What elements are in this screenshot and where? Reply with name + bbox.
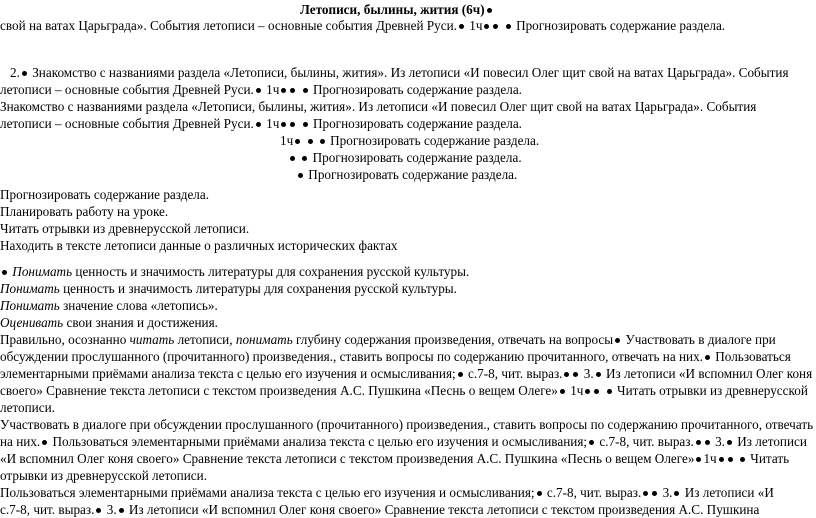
doc-line: свой на ватах Царьграда». События летописи – основные события Древней Руси. 1ч Прогнозировать содержание раздела. (0, 18, 726, 33)
doc-line: с.7-8, чит. выраз. 3. Из летописи «И вспомнил Олег коня своего» Сравнение текста летописи с текстом произведения А.С. Пушкина (0, 502, 760, 517)
doc-line: Прогнозировать содержание раздела. (296, 166, 517, 183)
doc-line: Правильно, осознанно читать летописи, понимать глубину содержания произведения, отвечать на вопросы Участвовать в диалоге при (0, 332, 776, 347)
doc-line: летописи – основные события Древней Руси. 1ч Прогнозировать содержание раздела. (0, 82, 522, 97)
doc-line: Пользоваться элементарными приёмами анализа текста с целью его изучения и осмысливания; с.7-8, чит. выраз. 3. Из летописи «И (0, 485, 774, 500)
doc-line: элементарными приёмами анализа текста с целью его изучения и осмысливания; с.7-8, чит. выраз. 3. Из летописи «И вспомнил Олег коня (0, 366, 813, 381)
doc-line: отрывки из древнерусской летописи. (0, 468, 207, 483)
doc-line: 1ч Прогнозировать содержание раздела. (280, 133, 540, 148)
doc-line: Находить в тексте летописи данные о различных исторических фактах (0, 238, 398, 253)
doc-line: летописи – основные события Древней Руси. 1ч Прогнозировать содержание раздела. (0, 116, 522, 131)
doc-line: Читать отрывки из древнерусской летописи. (0, 221, 250, 236)
doc-line: своего» Сравнение текста летописи с текстом произведения А.С. Пушкина «Песнь о вещем Олеге» 1ч Читать отрывки из древнерусской (0, 383, 808, 398)
doc-line: Планировать работу на уроке. (0, 204, 169, 219)
doc-line: летописи. (0, 400, 55, 415)
doc-line: Участвовать в диалоге при обсуждении прослушанного (прочитанного) произведения., ставить вопросы по содержанию прочитанного, отвечать (0, 417, 814, 432)
doc-line: Понимать ценность и значимость литературы для сохранения русской культуры. (0, 281, 457, 296)
doc-line: Оценивать свои знания и достижения. (0, 315, 218, 330)
doc-line: Понимать ценность и значимость литературы для сохранения русской культуры. (0, 263, 469, 280)
doc-line: на них. Пользоваться элементарными приёмами анализа текста с целью его изучения и осмысливания; с.7-8, чит. выраз. 3. Из летописи (0, 434, 807, 449)
doc-line: Прогнозировать содержание раздела. (0, 187, 210, 202)
doc-title: Летописи, былины, жития (6ч) (300, 1, 494, 18)
doc-line: Прогнозировать содержание раздела. (288, 149, 522, 166)
doc-line: Знакомство с названиями раздела «Летописи, былины, жития». Из летописи «И повесил Олег щит свой на ватах Царьграда». События (0, 99, 757, 114)
doc-line: 2. Знакомство с названиями раздела «Летописи, былины, жития». Из летописи «И повесил Олег щит свой на ватах Царьграда». События (10, 65, 789, 80)
doc-line: обсуждении прослушанного (прочитанного) произведения., ставить вопросы по содержанию прочитанного, отвечать на них. Пользоваться (0, 349, 791, 364)
doc-line: «И вспомнил Олег коня своего» Сравнение текста летописи с текстом произведения А.С. Пушкина «Песнь о вещем Олеге» 1ч Читать (0, 451, 790, 466)
doc-line: Понимать значение слова «летопись». (0, 298, 218, 313)
